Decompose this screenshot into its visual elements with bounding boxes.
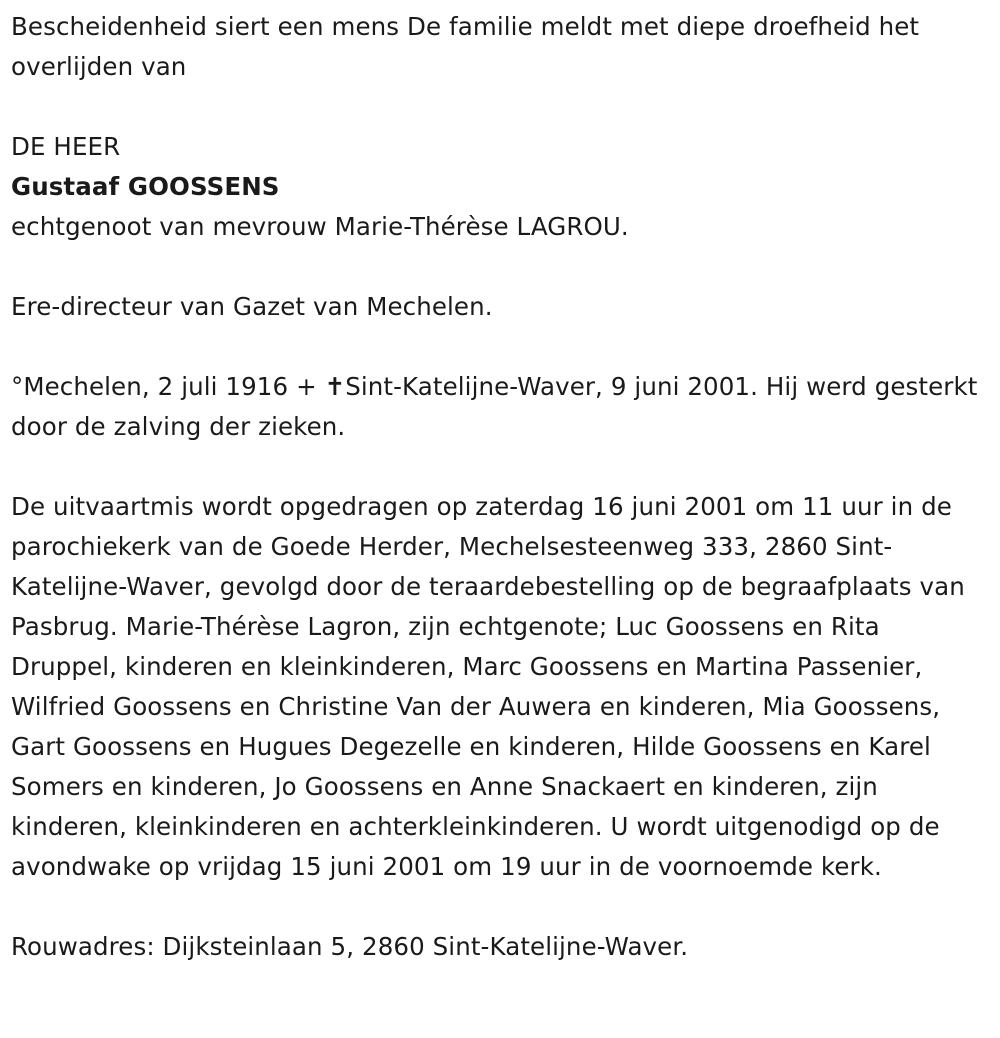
- honorific-title: DE HEER: [11, 132, 121, 161]
- obituary-notice: [11, 7, 993, 967]
- spacer: [11, 447, 993, 487]
- spacer: [11, 887, 993, 927]
- spacer: [11, 247, 993, 287]
- spacer: [11, 87, 993, 127]
- deceased-name: Gustaaf GOOSSENS: [11, 172, 280, 201]
- intro-paragraph: Bescheidenheid siert een mens De familie meldt met diepe droefheid het overlijden van: [11, 12, 920, 81]
- spacer: [11, 327, 993, 367]
- funeral-paragraph: De uitvaartmis wordt opgedragen op zaterdag 16 juni 2001 om 11 uur in de parochiekerk van de Goede Herder, Mechelsesteenweg 333, 2860 Sint-Katelijne-Waver, gevolgd door de teraardebestelling op de begraafplaats van Pasbrug. Marie-Thérèse Lagron, zijn echtgenote; Luc Goossens en Rita Druppel, kinderen en kleinkinderen, Marc Goossens en Martina Passenier, Wilfried Goossens en Christine Van der Auwera en kinderen, Mia Goossens, Gart Goossens en Hugues Degezelle en kinderen, Hilde Goossens en Karel Somers en kinderen, Jo Goossens en Anne Snackaert en kinderen, zijn kinderen, kleinkinderen en achterkleinkinderen. U wordt uitgenodigd op de avondwake op vrijdag 15 juni 2001 om 19 uur in de voornoemde kerk.: [11, 492, 965, 881]
- mourning-address: Rouwadres: Dijksteinlaan 5, 2860 Sint-Katelijne-Waver.: [11, 932, 689, 961]
- role-line: Ere-directeur van Gazet van Mechelen.: [11, 292, 493, 321]
- birth-death-paragraph: °Mechelen, 2 juli 1916 + ✝Sint-Katelijne-Waver, 9 juni 2001. Hij werd gesterkt door de zalving der zieken.: [11, 372, 978, 441]
- spouse-line: echtgenoot van mevrouw Marie-Thérèse LAGROU.: [11, 212, 629, 241]
